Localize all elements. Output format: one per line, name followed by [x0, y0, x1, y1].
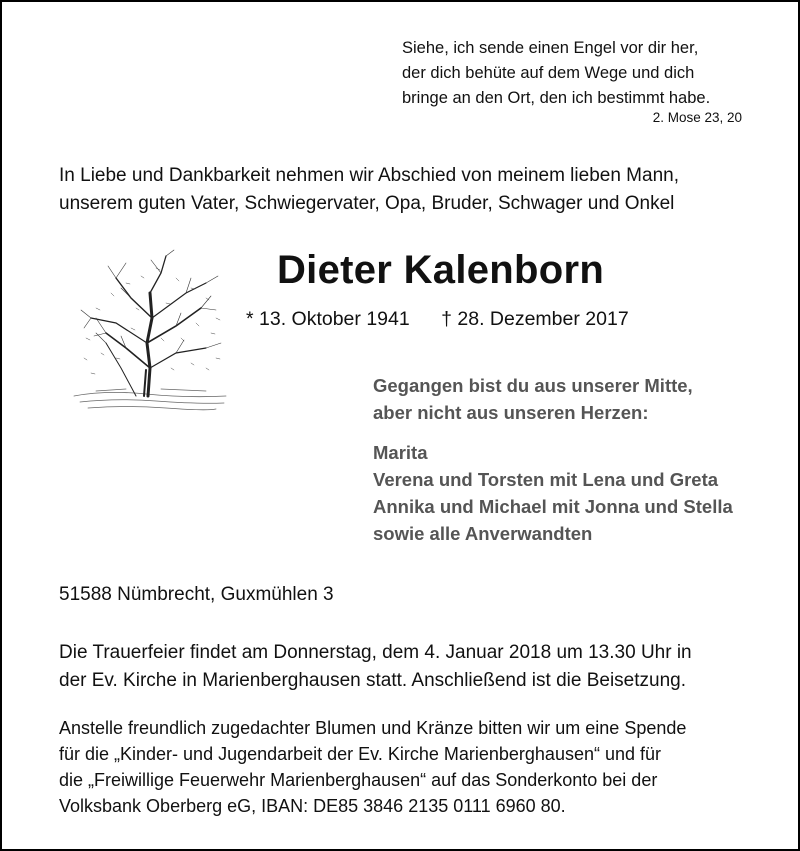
ceremony-line: Die Trauerfeier findet am Donnerstag, dem 4. Januar 2018 um 13.30 Uhr in: [59, 642, 692, 663]
quote-line: aber nicht aus unseren Herzen:: [373, 402, 649, 423]
verse-reference: 2. Mose 23, 20: [652, 110, 742, 125]
intro-line: unserem guten Vater, Schwiegervater, Opa, Bruder, Schwager und Onkel: [59, 193, 675, 214]
mourner-line: Marita: [373, 442, 428, 463]
verse-line: Siehe, ich sende einen Engel vor dir her,: [402, 39, 699, 57]
mourners-list: [373, 439, 793, 547]
bible-verse: [402, 36, 762, 111]
funeral-service-info: [59, 639, 759, 695]
address: 51588 Nümbrecht, Guxmühlen 3: [59, 584, 334, 605]
verse-line: der dich behüte auf dem Wege und dich: [402, 64, 695, 82]
birth-date: * 13. Oktober 1941: [246, 308, 410, 330]
death-date: † 28. Dezember 2017: [441, 308, 629, 330]
tree-illustration-icon: [66, 248, 232, 418]
ceremony-line: der Ev. Kirche in Marienberghausen statt. Anschließend ist die Beisetzung.: [59, 670, 686, 691]
intro-text: [59, 162, 759, 218]
donation-line: für die „Kinder- und Jugendarbeit der Ev. Kirche Marienberghausen“ und für: [59, 744, 662, 764]
donation-request: [59, 715, 764, 819]
memorial-quote: [373, 372, 773, 426]
donation-line: Volksbank Oberberg eG, IBAN: DE85 3846 2135 0111 6960 80.: [59, 796, 566, 816]
quote-line: Gegangen bist du aus unserer Mitte,: [373, 375, 693, 396]
mourner-line: sowie alle Anverwandten: [373, 523, 593, 544]
deceased-name: Dieter Kalenborn: [277, 248, 605, 292]
life-dates: [246, 308, 629, 331]
donation-line: Anstelle freundlich zugedachter Blumen und Kränze bitten wir um eine Spende: [59, 718, 687, 738]
mourner-line: Verena und Torsten mit Lena und Greta: [373, 469, 719, 490]
mourner-line: Annika und Michael mit Jonna und Stella: [373, 496, 733, 517]
intro-line: In Liebe und Dankbarkeit nehmen wir Abschied von meinem lieben Mann,: [59, 165, 679, 186]
donation-line: die „Freiwillige Feuerwehr Marienberghausen“ auf das Sonderkonto bei der: [59, 770, 658, 790]
verse-line: bringe an den Ort, den ich bestimmt habe.: [402, 89, 711, 107]
